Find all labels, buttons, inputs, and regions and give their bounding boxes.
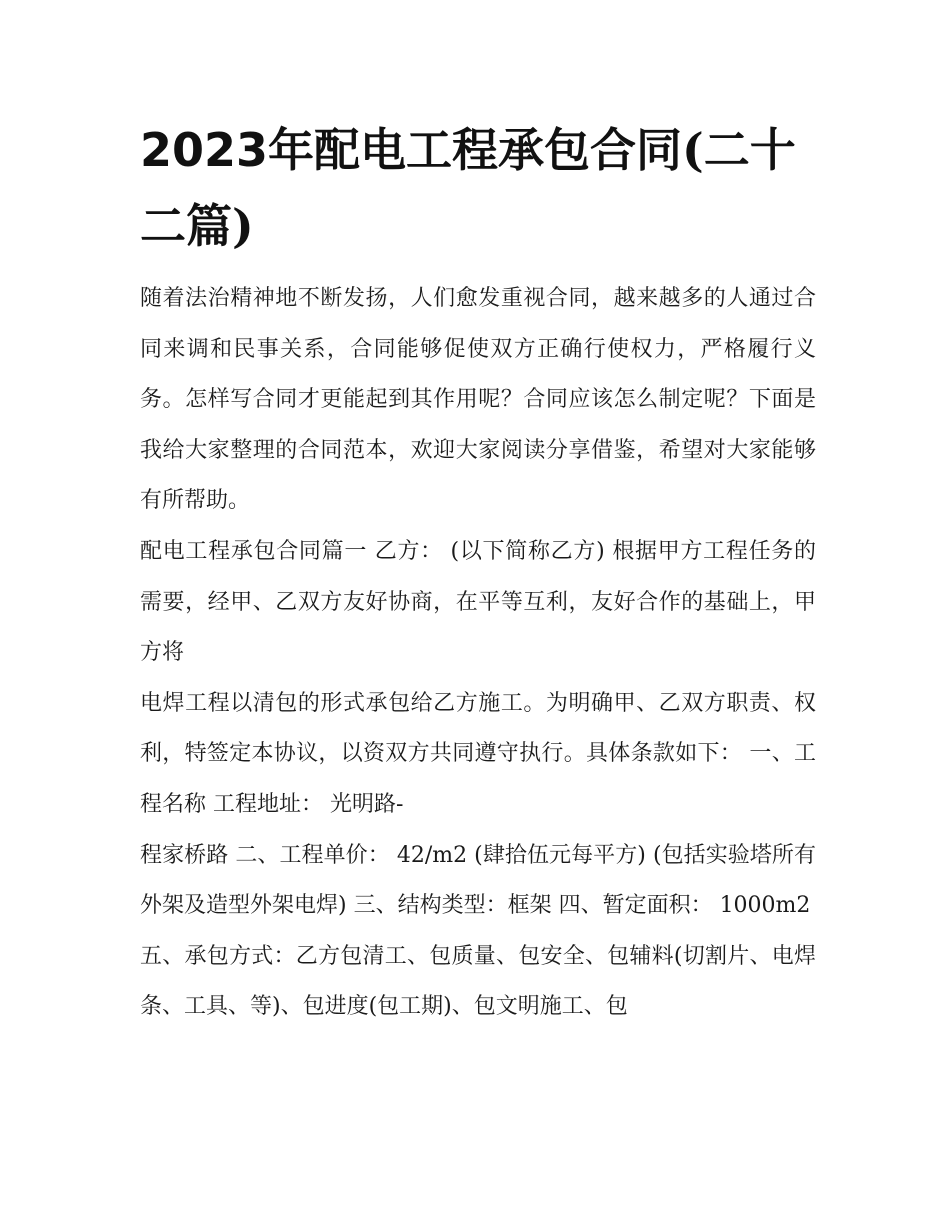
title-year: 2023 — [140, 123, 269, 177]
title-text: 年配电工程承包合同(二十二篇) — [140, 123, 796, 253]
document-page — [140, 112, 816, 1033]
paragraph-terms: 程家桥路 二、工程单价： 42/m2 (肆拾伍元每平方) (包括实验塔所有外架及造型外架电焊) 三、结构类型：框架 四、暂定面积： 1000m2 — [140, 842, 816, 919]
paragraph-method: 五、承包方式：乙方包清工、包质量、包安全、包辅料(切割片、电焊条、工具、等)、包进度(包工期)、包文明施工、包 — [140, 943, 816, 1020]
paragraph-scope: 电焊工程以清包的形式承包给乙方施工。为明确甲、乙双方职责、权利，特签定本协议，以资双方共同遵守执行。具体条款如下： 一、工程名称 工程地址： 光明路- — [140, 690, 816, 817]
document-title — [140, 112, 816, 264]
paragraph-intro: 随着法治精神地不断发扬，人们愈发重视合同，越来越多的人通过合同来调和民事关系，合同能够促使双方正确行使权力，严格履行义务。怎样写合同才更能起到其作用呢？合同应该怎么制定呢？下面是我给大家整理的合同范本，欢迎大家阅读分享借鉴，希望对大家能够有所帮助。 — [140, 286, 816, 514]
paragraph-contract-one: 配电工程承包合同篇一 乙方： (以下简称乙方) 根据甲方工程任务的需要，经甲、乙双方友好协商，在平等互利，友好合作的基础上，甲方将 — [140, 538, 816, 666]
document-body — [140, 274, 816, 1033]
